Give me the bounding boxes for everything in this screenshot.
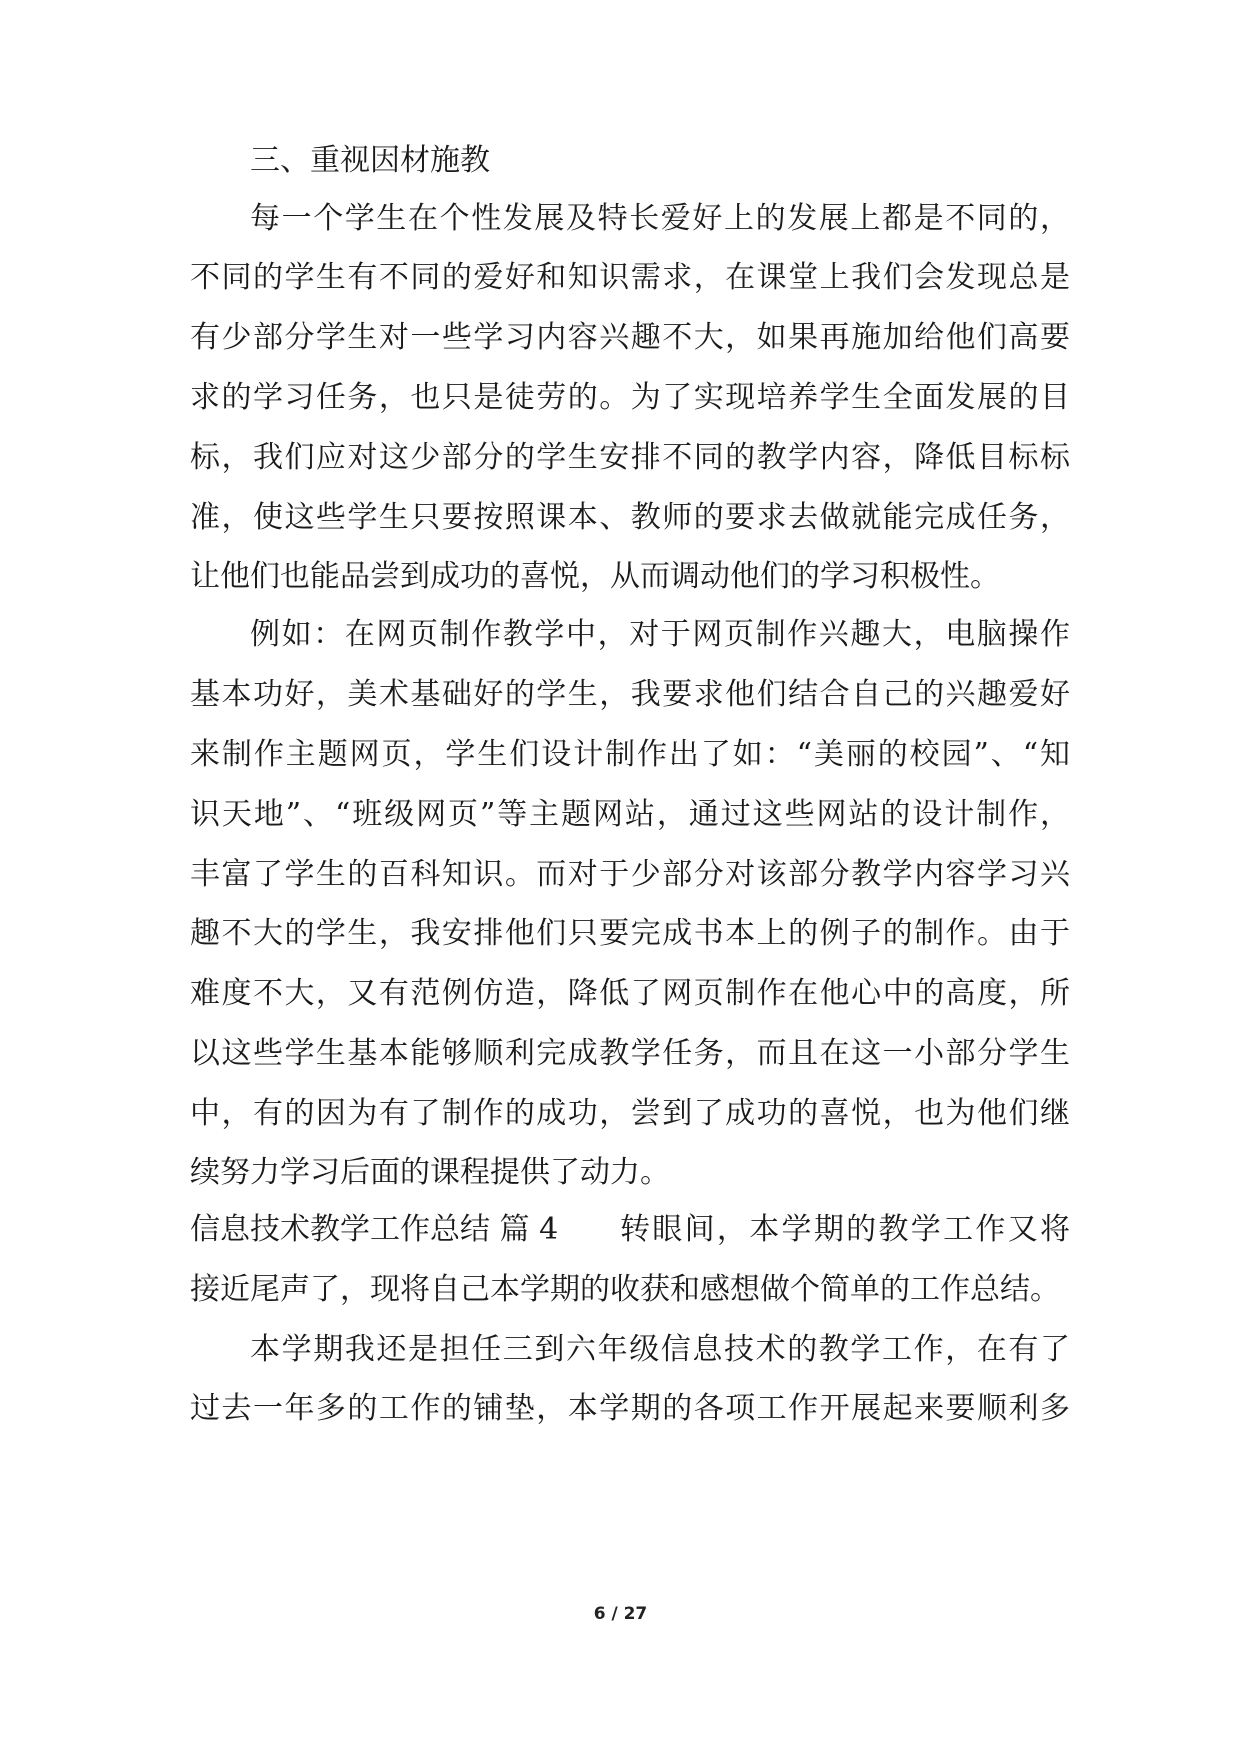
paragraph-line: 每一个学生在个性发展及特长爱好上的发展上都是不同的，	[250, 201, 1070, 236]
section-intro-line: 接近尾声了，现将自己本学期的收获和感想做个简单的工作总结。	[190, 1272, 1060, 1307]
paragraph-line: 中，有的因为有了制作的成功，尝到了成功的喜悦，也为他们继	[190, 1096, 1070, 1131]
page-number: 6 / 27	[593, 1604, 648, 1624]
paragraph-line: 识天地”、“班级网页”等主题网站，通过这些网站的设计制作，	[190, 797, 1070, 832]
paragraph-line: 难度不大，又有范例仿造，降低了网页制作在他心中的高度，所	[190, 976, 1070, 1011]
paragraph-line: 续努力学习后面的课程提供了动力。	[190, 1155, 670, 1190]
paragraph-line: 不同的学生有不同的爱好和知识需求，在课堂上我们会发现总是	[190, 260, 1070, 295]
section-intro-line: 转眼间，本学期的教学工作又将	[620, 1212, 1070, 1247]
paragraph-line: 例如：在网页制作教学中，对于网页制作兴趣大，电脑操作	[250, 617, 1070, 652]
section-title: 信息技术教学工作总结 篇 4	[190, 1212, 559, 1247]
paragraph-line: 有少部分学生对一些学习内容兴趣不大，如果再施加给他们高要	[190, 320, 1070, 355]
paragraph-line: 以这些学生基本能够顺利完成教学任务，而且在这一小部分学生	[190, 1036, 1070, 1071]
paragraph-line: 基本功好，美术基础好的学生，我要求他们结合自己的兴趣爱好	[190, 677, 1070, 712]
paragraph-line: 让他们也能品尝到成功的喜悦，从而调动他们的学习积极性。	[190, 559, 1000, 594]
paragraph-line: 趣不大的学生，我安排他们只要完成书本上的例子的制作。由于	[190, 916, 1070, 951]
paragraph-line: 来制作主题网页，学生们设计制作出了如：“美丽的校园”、“知	[190, 737, 1070, 772]
section-heading: 三、重视因材施教	[250, 143, 490, 178]
paragraph-line: 求的学习任务，也只是徒劳的。为了实现培养学生全面发展的目	[190, 380, 1070, 415]
paragraph-line: 本学期我还是担任三到六年级信息技术的教学工作，在有了	[250, 1332, 1070, 1367]
paragraph-line: 标，我们应对这少部分的学生安排不同的教学内容，降低目标标	[190, 440, 1070, 475]
paragraph-line: 丰富了学生的百科知识。而对于少部分对该部分教学内容学习兴	[190, 857, 1070, 892]
paragraph-line: 过去一年多的工作的铺垫，本学期的各项工作开展起来要顺利多	[190, 1391, 1070, 1426]
paragraph-line: 准，使这些学生只要按照课本、教师的要求去做就能完成任务，	[190, 500, 1070, 535]
